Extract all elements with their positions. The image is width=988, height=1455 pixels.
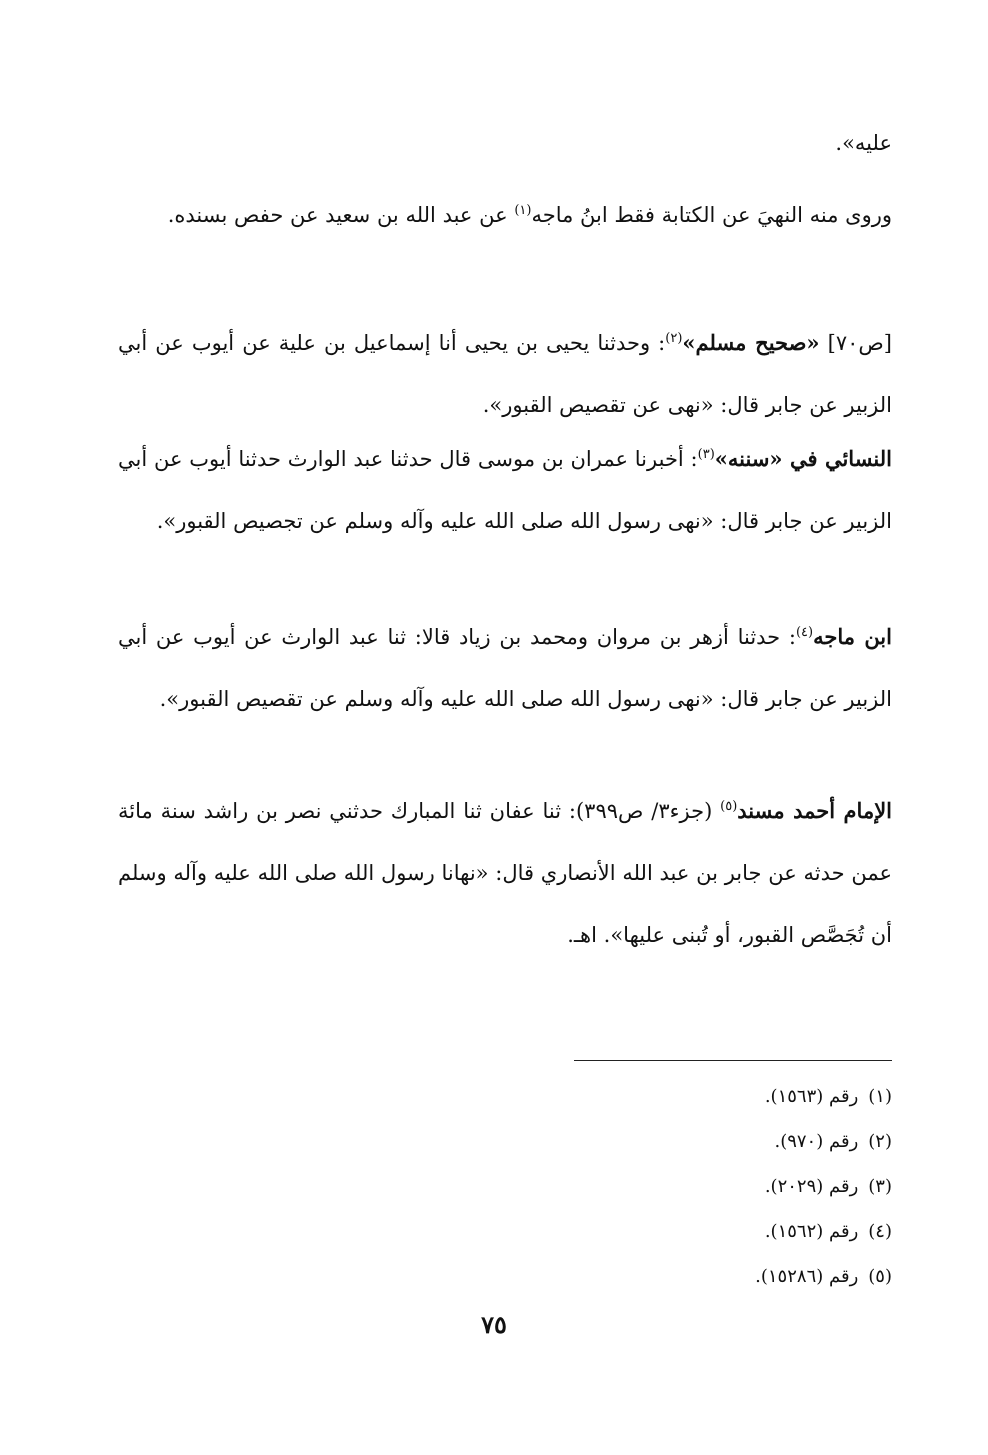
footnote-item <box>574 1074 892 1119</box>
paragraph-5 <box>118 780 892 966</box>
paragraph-2 <box>118 312 892 436</box>
footnote-number: (٢) <box>868 1131 892 1152</box>
footnote-ref-5: (٥) <box>720 799 738 814</box>
paragraph-1 <box>118 184 892 246</box>
paragraph-1-rest: عن عبد الله بن سعيد عن حفص بسنده. <box>167 203 515 227</box>
paragraph-3-rest: : أخبرنا عمران بن موسى قال حدثنا عبد الوارث حدثنا أيوب عن أبي الزبير عن جابر قال: «نهى رسول الله صلى الله عليه وآله وسلم عن تجصيص القبور». <box>118 447 892 533</box>
footnote-number: (٤) <box>868 1221 892 1242</box>
paragraph-3 <box>118 428 892 552</box>
source-heading-ibn-majah: ابن ماجه <box>813 624 892 649</box>
footnote-item <box>574 1119 892 1164</box>
source-heading-ahmad: الإمام أحمد مسند <box>737 798 893 823</box>
footnote-ref-3: (٣) <box>697 447 715 462</box>
footnote-item <box>574 1254 892 1299</box>
footnote-item <box>574 1209 892 1254</box>
source-heading-muslim: «صحيح مسلم» <box>682 330 820 355</box>
paragraph-4-rest: : حدثنا أزهر بن مروان ومحمد بن زياد قالا: ثنا عبد الوارث عن أيوب عن أبي الزبير عن جابر قال: «نهى رسول الله صلى الله عليه وآله وسلم عن تقصيص القبور». <box>118 625 892 711</box>
footnote-text: رقم (١٥٦٣). <box>764 1086 859 1107</box>
paragraph-continuation <box>118 112 892 174</box>
footnote-number: (٣) <box>868 1176 892 1197</box>
main-text <box>118 112 892 174</box>
footnote-divider <box>574 1060 892 1061</box>
footnote-ref-2: (٢) <box>665 331 683 346</box>
continuation-text: عليه». <box>835 131 892 155</box>
paragraph-4 <box>118 606 892 730</box>
footnote-number: (١) <box>868 1086 892 1107</box>
paragraph-2-rest: : وحدثنا يحيى بن يحيى أنا إسماعيل بن علية عن أيوب عن أبي الزبير عن جابر قال: «نهى عن تقصيص القبور». <box>118 331 892 417</box>
footnote-text: رقم (٢٠٢٩). <box>764 1176 859 1197</box>
footnote-text: رقم (٩٧٠). <box>774 1131 859 1152</box>
footnote-item <box>574 1164 892 1209</box>
footnote-ref-1: (١) <box>514 203 532 218</box>
footnote-ref-4: (٤) <box>795 625 814 640</box>
page-number: ٧٥ <box>481 1310 507 1339</box>
footnote-number: (٥) <box>868 1266 892 1287</box>
paragraph-1-text: وروى منه النهيَ عن الكتابة فقط ابنُ ماجه <box>531 203 892 227</box>
page-marker: [ص٧٠] <box>819 331 892 355</box>
footnote-text: رقم (١٥٦٢). <box>764 1221 859 1242</box>
footnote-text: رقم (١٥٢٨٦). <box>755 1266 859 1287</box>
source-heading-nasai: النسائي في «سننه» <box>714 446 892 471</box>
footnotes <box>574 1074 892 1299</box>
paragraph-5-rest: (جزء٣/ ص٣٩٩): ثنا عفان ثنا المبارك حدثني نصر بن راشد سنة مائة عمن حدثه عن جابر بن عبد الله الأنصاري قال: «نهانا رسول الله صلى الله عليه وآله وسلم أن تُجَصَّص القبور، أو تُبنى عليها». اهـ. <box>118 799 892 947</box>
